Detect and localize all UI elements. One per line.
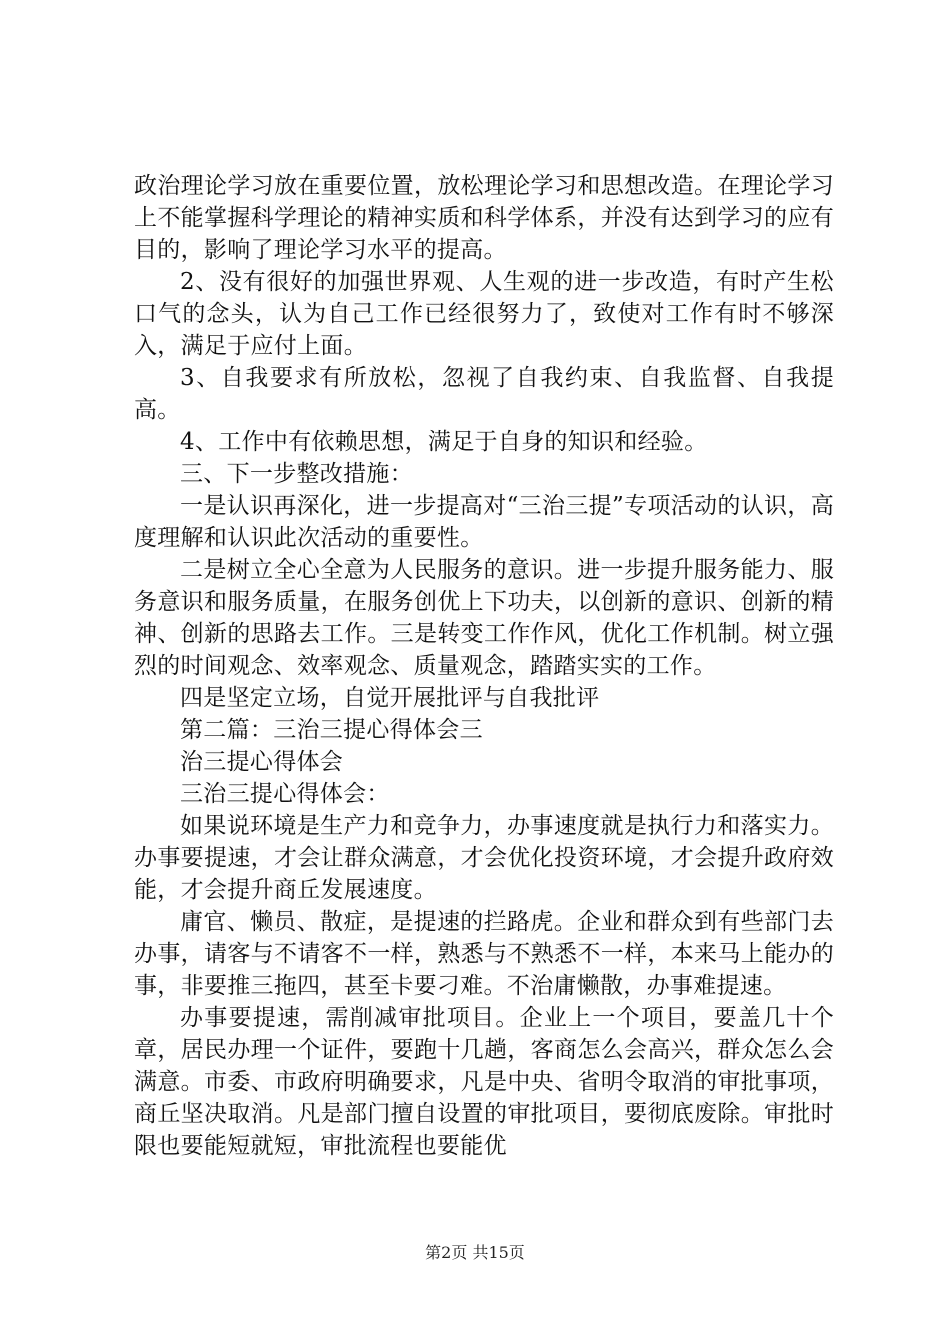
document-body <box>134 170 834 1162</box>
paragraph-14: 办事要提速，需削减审批项目。企业上一个项目，要盖几十个章，居民办理一个证件，要跑十几趟，客商怎么会高兴，群众怎么会满意。市委、市政府明确要求，凡是中央、省明令取消的审批事项，商丘坚决取消。凡是部门擅自设置的审批项目，要彻底废除。审批时限也要能短就短，审批流程也要能优 <box>134 1005 834 1159</box>
paragraph-8: 四是坚定立场，自觉开展批评与自我批评 <box>180 685 600 711</box>
paragraph-13: 庸官、懒员、散症，是提速的拦路虎。企业和群众到有些部门去办事，请客与不请客不一样，熟悉与不熟悉不一样，本来马上能办的事，非要推三拖四，甚至卡要刁难。不治庸懒散，办事难提速。 <box>134 909 834 999</box>
section-heading-3: 三、下一步整改措施： <box>180 461 413 487</box>
paragraph-6: 一是认识再深化，进一步提高对“三治三提”专项活动的认识，高度理解和认识此次活动的重要性。 <box>134 493 834 551</box>
chapter-title: 第二篇：三治三提心得体会三 <box>180 717 483 743</box>
paragraph-11: 三治三提心得体会： <box>180 781 390 807</box>
paragraph-4: 4、工作中有依赖思想，满足于自身的知识和经验。 <box>180 429 708 455</box>
page-number-footer: 第2页 共15页 <box>425 1243 525 1262</box>
paragraph-12: 如果说环境是生产力和竞争力，办事速度就是执行力和落实力。办事要提速，才会让群众满意，才会优化投资环境，才会提升政府效能，才会提升商丘发展速度。 <box>134 813 834 903</box>
paragraph-1: 政治理论学习放在重要位置，放松理论学习和思想改造。在理论学习上不能掌握科学理论的精神实质和科学体系，并没有达到学习的应有目的，影响了理论学习水平的提高。 <box>134 173 834 263</box>
paragraph-7: 二是树立全心全意为人民服务的意识。进一步提升服务能力、服务意识和服务质量，在服务创优上下功夫，以创新的意识、创新的精神、创新的思路去工作。三是转变工作作风，优化工作机制。树立强烈的时间观念、效率观念、质量观念，踏踏实实的工作。 <box>134 557 834 679</box>
paragraph-3: 3、自我要求有所放松，忽视了自我约束、自我监督、自我提高。 <box>134 365 834 423</box>
paragraph-10: 治三提心得体会 <box>180 749 344 775</box>
paragraph-2: 2、没有很好的加强世界观、人生观的进一步改造，有时产生松口气的念头，认为自己工作已经很努力了，致使对工作有时不够深入，满足于应付上面。 <box>134 269 834 359</box>
